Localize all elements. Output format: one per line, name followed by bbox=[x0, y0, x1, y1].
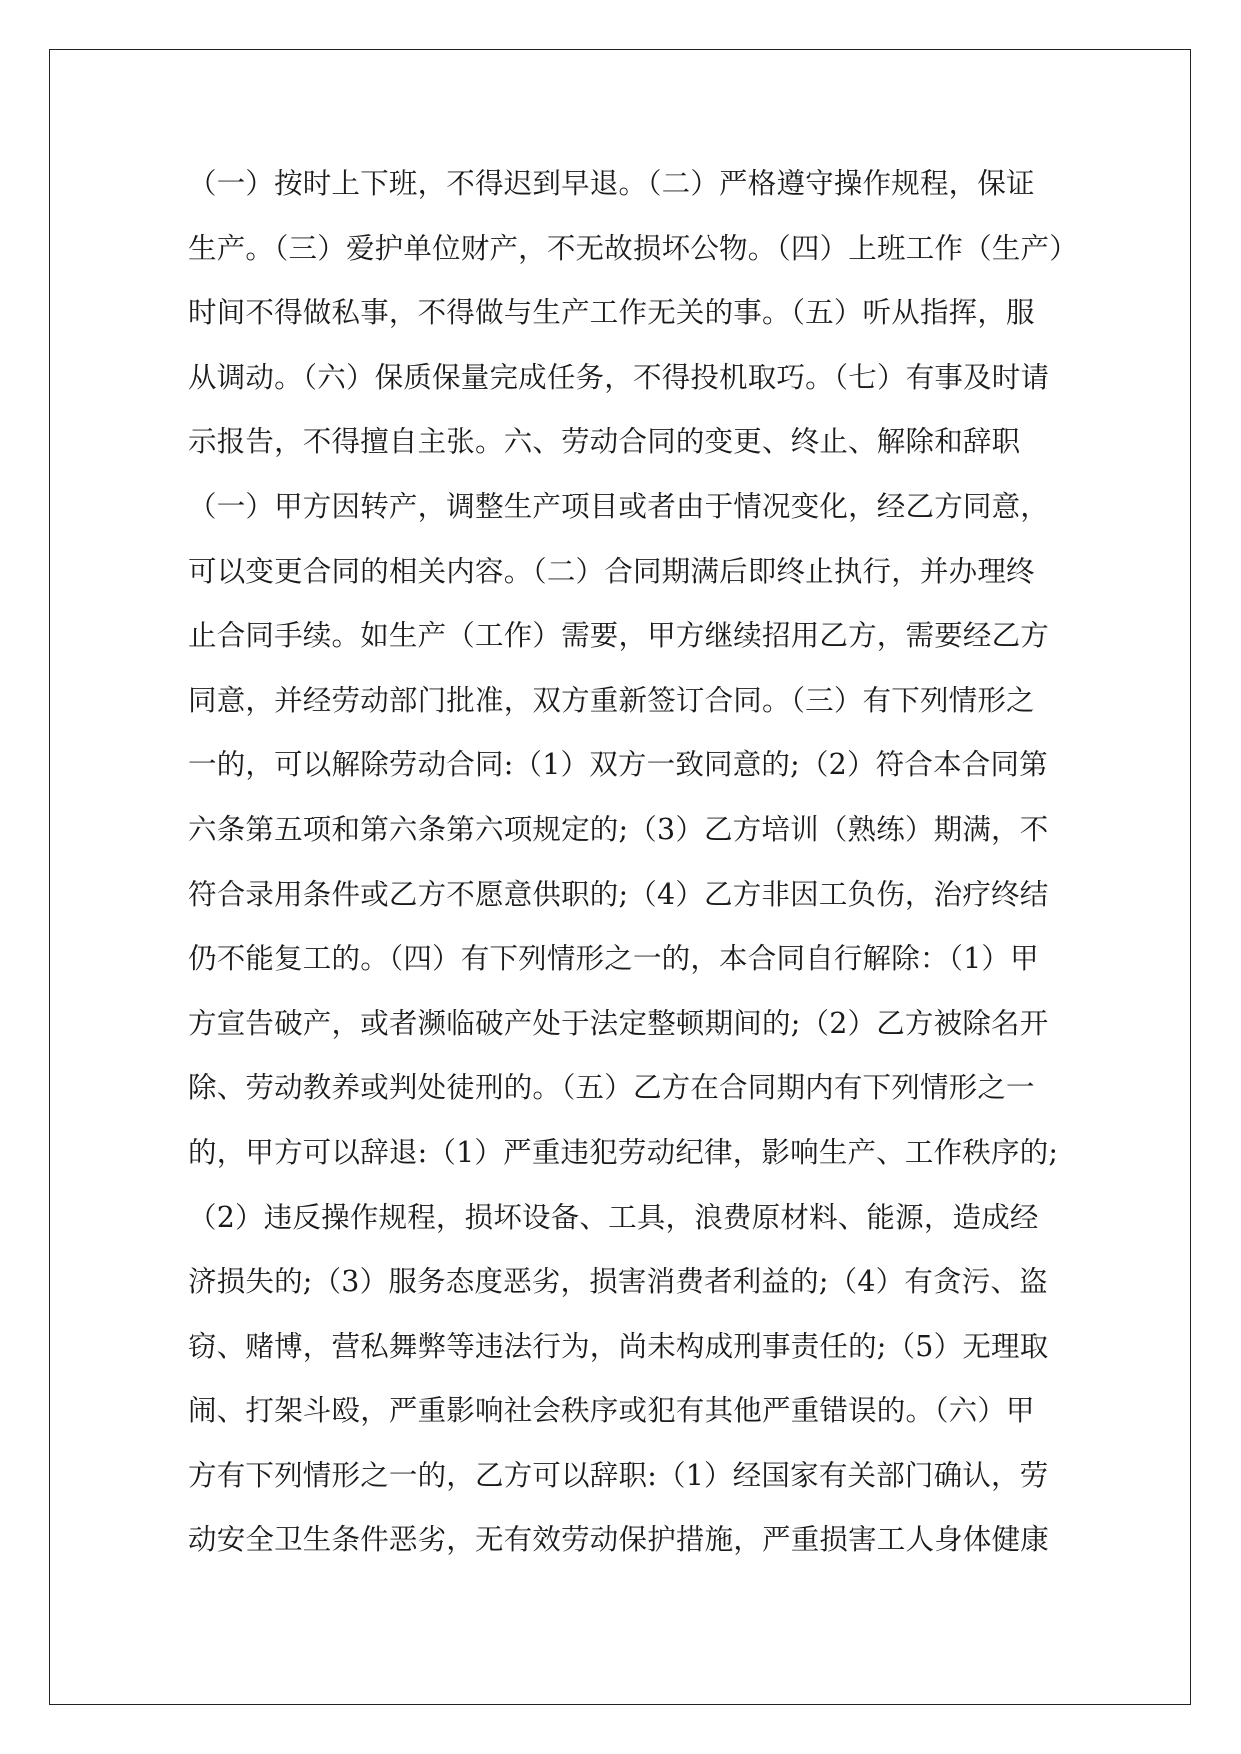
text-line: 除、劳动教养或判处徒刑的。（五）乙方在合同期内有下列情形之一 bbox=[188, 1071, 1035, 1105]
text-line: 闹、打架斗殴，严重影响社会秩序或犯有其他严重错误的。（六）甲 bbox=[188, 1394, 1035, 1428]
text-line: （2）违反操作规程，损坏设备、工具，浪费原材料、能源，造成经 bbox=[188, 1200, 1039, 1234]
text-line: 从调动。（六）保质保量完成任务，不得投机取巧。（七）有事及时请 bbox=[188, 360, 1050, 394]
text-line: 示报告，不得擅自主张。六、劳动合同的变更、终止、解除和辞职 bbox=[188, 425, 1021, 459]
text-line: 可以变更合同的相关内容。（二）合同期满后即终止执行，并办理终 bbox=[188, 554, 1035, 588]
text-line: 一的，可以解除劳动合同:（1）双方一致同意的;（2）符合本合同第 bbox=[188, 748, 1048, 782]
text-line: 时间不得做私事，不得做与生产工作无关的事。（五）听从指挥，服 bbox=[188, 296, 1035, 330]
text-line: 符合录用条件或乙方不愿意供职的;（4）乙方非因工负伤，治疗终结 bbox=[188, 877, 1049, 911]
text-line: （一）按时上下班，不得迟到早退。（二）严格遵守操作规程，保证 bbox=[188, 167, 1035, 200]
text-line: 同意，并经劳动部门批准，双方重新签订合同。（三）有下列情形之 bbox=[188, 683, 1035, 717]
text-line: 止合同手续。如生产（工作）需要，甲方继续招用乙方，需要经乙方 bbox=[188, 619, 1050, 653]
text-line: 的，甲方可以辞退:（1）严重违犯劳动纪律，影响生产、工作秩序的; bbox=[188, 1135, 1059, 1169]
text-line: 方宣告破产，或者濒临破产处于法定整顿期间的;（2）乙方被除名开 bbox=[188, 1006, 1049, 1040]
text-line: （一）甲方因转产，调整生产项目或者由于情况变化，经乙方同意， bbox=[188, 489, 1050, 523]
document-body bbox=[188, 152, 1078, 1573]
text-line: 仍不能复工的。（四）有下列情形之一的，本合同自行解除：（1）甲 bbox=[188, 942, 1039, 976]
text-line: 济损失的;（3）服务态度恶劣，损害消费者利益的;（4）有贪污、盗 bbox=[188, 1265, 1048, 1299]
text-line: 窃、赌博，营私舞弊等违法行为，尚未构成刑事责任的;（5）无理取 bbox=[188, 1329, 1049, 1363]
text-line: 六条第五项和第六条第六项规定的;（3）乙方培训（熟练）期满，不 bbox=[188, 812, 1049, 846]
text-line: 动安全卫生条件恶劣，无有效劳动保护措施，严重损害工人身体健康 bbox=[188, 1523, 1050, 1557]
text-line: 方有下列情形之一的，乙方可以辞职:（1）经国家有关部门确认，劳 bbox=[188, 1458, 1049, 1492]
text-line: 生产。（三）爱护单位财产，不无故损坏公物。（四）上班工作（生产） bbox=[188, 231, 1078, 265]
